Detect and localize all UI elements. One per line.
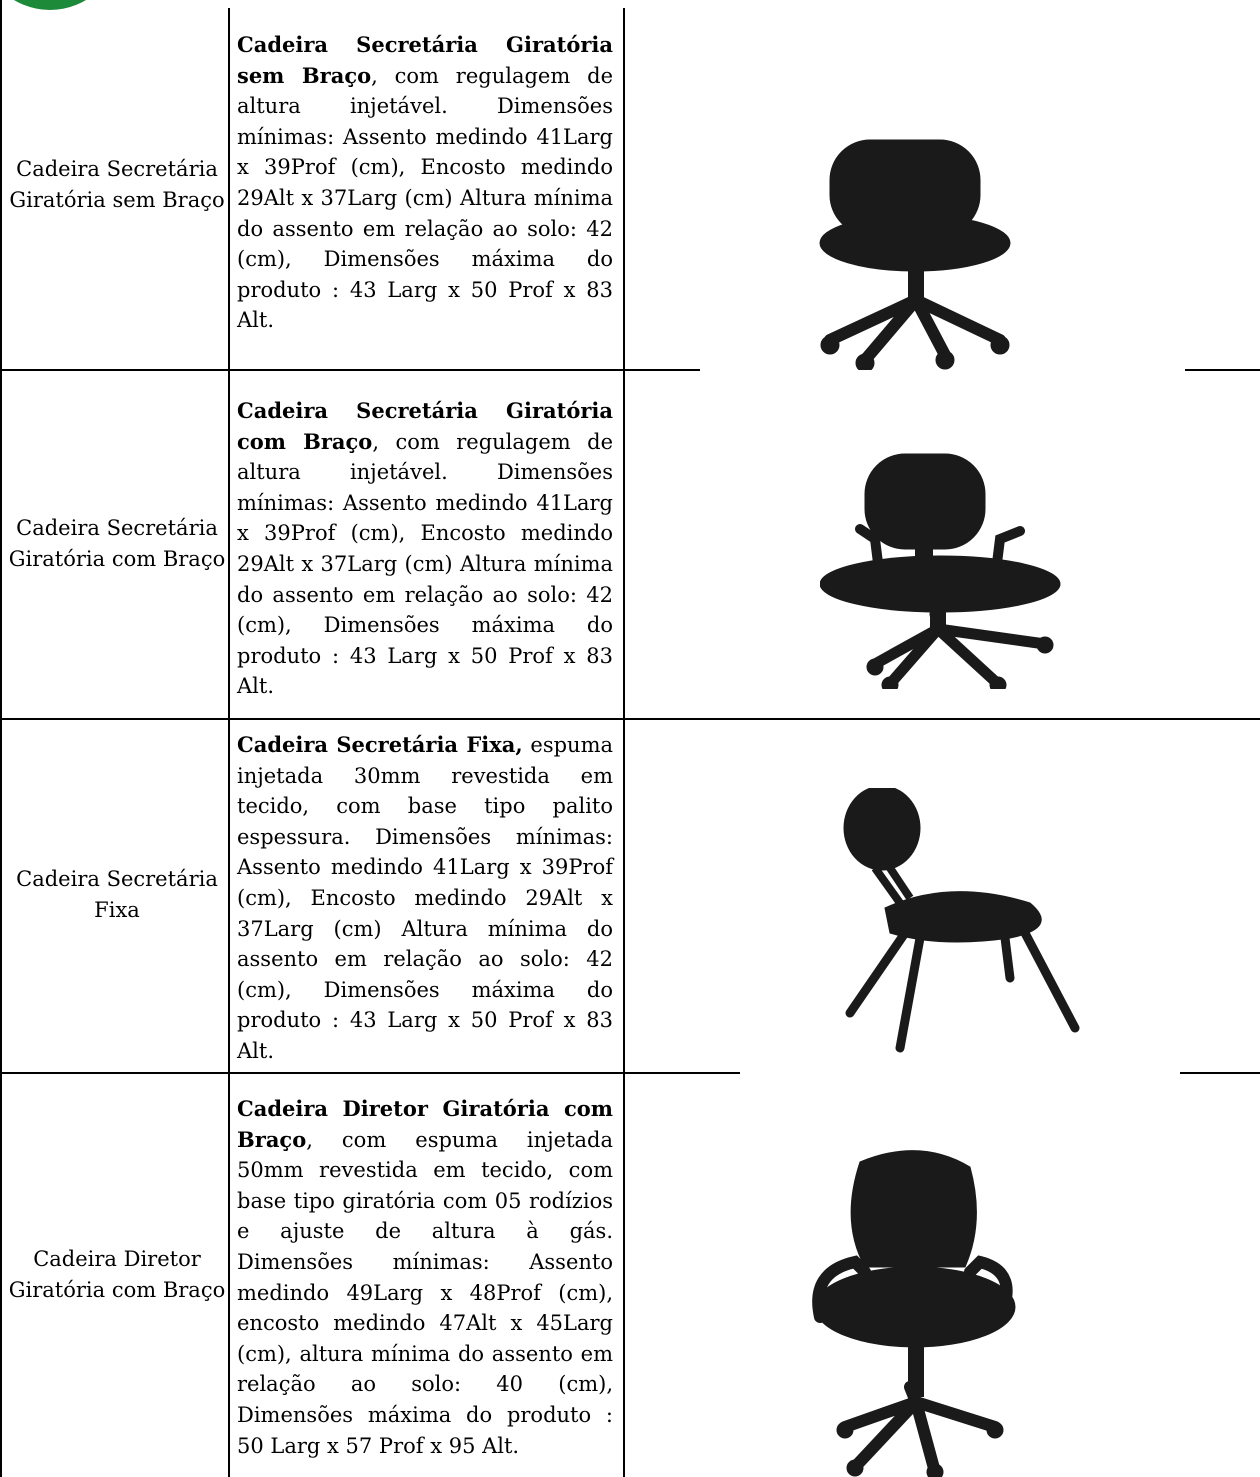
product-description: Cadeira Secretária Fixa, espuma injetada 30mm revestida em tecido, com base tipo palito espessura. Dimensões mínimas: Assento medindo 41Larg x 39Prof (cm), Encosto medindo 29Alt x 37Larg (cm) Altura mínima do assento em relação ao solo: 42 (cm), Dimensões máxima do produto : 43 Larg x 50 Prof x 83 Alt. <box>237 732 614 1063</box>
table-row <box>0 369 1260 718</box>
product-description: Cadeira Diretor Giratória com Braço, com espuma injetada 50mm revestida em tecido, com base tipo giratória com 05 rodízios e ajuste de altura à gás. Dimensões mínimas: Assento medindo 49Larg x 48Prof (cm), encosto medindo 47Alt x 45Larg (cm), altura mínima do assento em relação ao solo: 40 (cm), Dimensões máxima do produto : 50 Larg x 57 Prof x 95 Alt. <box>237 1096 613 1458</box>
product-name: Cadeira Secretária Giratória sem Braço <box>9 156 225 212</box>
table-row <box>0 0 1260 369</box>
table-row <box>0 1072 1260 1477</box>
product-description: Cadeira Secretária Giratória com Braço, com regulagem de altura injetável. Dimensões mínimas: Assento medindo 41Larg x 39Prof (cm), Encosto medindo 29Alt x 37Larg (cm) Altura mínima do assento em relação ao solo: 42 (cm), Dimensões máxima do produto : 43 Larg x 50 Prof x 83 Alt. <box>237 398 614 699</box>
chair-image <box>830 788 1090 1058</box>
table-row <box>0 718 1260 1072</box>
product-description: Cadeira Secretária Giratória sem Braço, com regulagem de altura injetável. Dimensões mínimas: Assento medindo 41Larg x 39Prof (cm), Encosto medindo 29Alt x 37Larg (cm) Altura mínima do assento em relação ao solo: 42 (cm), Dimensões máxima do produto : 43 Larg x 50 Prof x 83 Alt. <box>237 32 613 333</box>
chair-image <box>820 449 1070 689</box>
product-name: Cadeira Secretária Fixa <box>16 867 218 922</box>
product-name: Cadeira Secretária Giratória com Braço <box>8 515 226 571</box>
chair-image <box>700 70 1185 370</box>
product-name: Cadeira Diretor Giratória com Braço <box>8 1246 226 1302</box>
chair-image <box>770 1142 1070 1477</box>
